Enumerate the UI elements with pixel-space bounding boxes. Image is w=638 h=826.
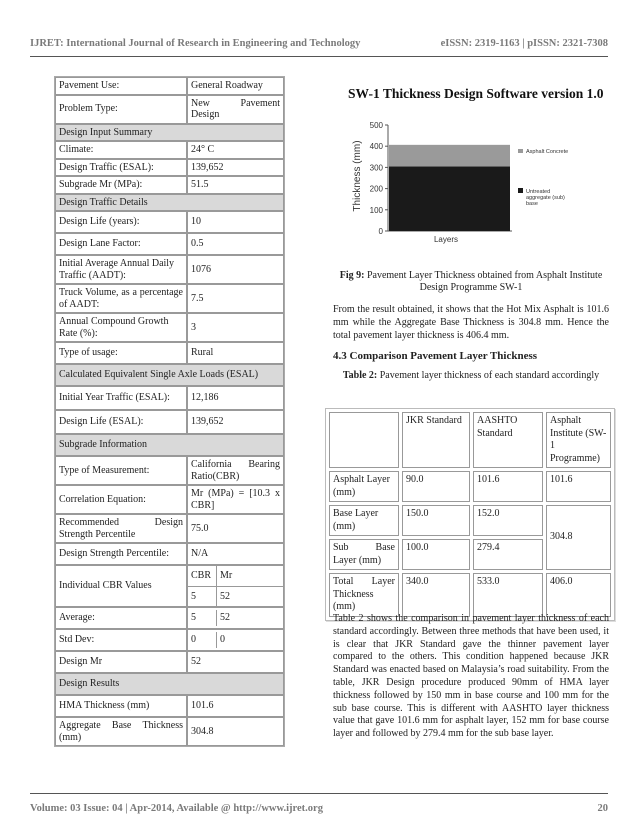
table-row: Initial Average Annual Daily Traffic (AADT): 1076 xyxy=(55,255,284,284)
thickness-bar-chart xyxy=(346,118,608,246)
legend-swatch-base xyxy=(518,188,523,193)
page-footer xyxy=(30,803,608,814)
cbr-values-subtable: CBR Mr 5 52 xyxy=(188,566,283,606)
table-row: Initial Year Traffic (ESAL): 12,186 xyxy=(55,386,284,410)
section-header-row: Design Input Summary xyxy=(55,124,284,142)
journal-name: IJRET: International Journal of Research in Engineering and Technology xyxy=(30,38,361,49)
table-row: Type of Measurement: California Bearing Ratio(CBR) xyxy=(55,456,284,485)
table-row: Design Life (ESAL): 139,652 xyxy=(55,410,284,434)
table-row: Aggregate Base Thickness (mm) 304.8 xyxy=(55,717,284,746)
table-row: Correlation Equation: Mr (MPa) = [10.3 x CBR] xyxy=(55,485,284,514)
y-axis-label: Thickness (mm) xyxy=(352,140,363,212)
table-row: Type of usage: Rural xyxy=(55,342,284,364)
y-tick-label: 500 xyxy=(369,121,383,130)
result-paragraph: From the result obtained, it shows that the Hot Mix Asphalt is 101.6 mm while the Aggregate Base Thickness is 304.8 mm. Hence the total pavement layer thickness is 406.4 mm. xyxy=(333,304,609,341)
legend-label-base-1: Untreated xyxy=(526,189,551,195)
y-tick-label: 100 xyxy=(369,205,383,215)
discussion-paragraph: Table 2 shows the comparison in pavement layer thickness of each standard accordingly. Between three methods that have been used, it is clear that JKR Standard gave the thinner pavement layer compared to the others. This condition happened because JKR Standard was enacted based on Malaysia’s road suitability. From the table, JKR Design procedure produced 90mm of HMA layer thickness followed by 150 mm in base course and 100 mm for the sub base course. This is different with AASHTO layer thickness value that gave 101.6 mm for asphalt layer, 152 mm for base course layer and followed by 279.4 mm for the sub base layer. xyxy=(333,613,609,740)
table-row: Design Mr 52 xyxy=(55,651,284,673)
y-tick-label: 300 xyxy=(369,163,383,173)
table-row: Total Layer Thickness (mm) 340.0 533.0 406.0 xyxy=(329,573,611,617)
table-row: Sub Base Layer (mm) 100.0 279.4 xyxy=(329,539,611,570)
section-header-row: Design Traffic Details xyxy=(55,194,284,212)
bar-base-layer xyxy=(389,166,510,231)
y-tick-label: 200 xyxy=(369,184,383,194)
table-row: Design Traffic (ESAL): 139,652 xyxy=(55,159,284,177)
page-number: 20 xyxy=(597,803,608,814)
x-axis-label: Layers xyxy=(433,235,459,244)
volume-info: Volume: 03 Issue: 04 | Apr-2014, Available @ http://www.ijret.org xyxy=(30,803,323,814)
table-row: Design Life (years): 10 xyxy=(55,211,284,233)
legend-label-asphalt: Asphalt Concrete xyxy=(526,149,569,155)
table-row: Pavement Use: General Roadway xyxy=(55,77,284,95)
table-row: Individual CBR Values CBR Mr 5 52 xyxy=(55,565,284,607)
legend-label-base-2: aggregate (sub) xyxy=(526,195,565,201)
table-row: Std Dev: 0 0 xyxy=(55,629,284,651)
header-rule xyxy=(30,56,608,57)
table-row: Recommended Design Strength Percentile 75.0 xyxy=(55,514,284,543)
y-tick-label: 400 xyxy=(369,142,383,152)
table-row: Design Strength Percentile: N/A xyxy=(55,543,284,565)
table-row: HMA Thickness (mm) 101.6 xyxy=(55,695,284,717)
table-caption: Table 2: Pavement layer thickness of each standard accordingly xyxy=(342,370,600,381)
section-heading: 4.3 Comparison Pavement Layer Thickness xyxy=(333,350,538,362)
design-summary-table xyxy=(54,76,285,747)
figure-caption: Fig 9: Pavement Layer Thickness obtained from Asphalt Institute Design Programme SW-1 xyxy=(339,270,603,293)
table-row: Problem Type: New Pavement Design xyxy=(55,95,284,124)
software-title: SW-1 Thickness Design Software version 1.0 xyxy=(348,86,604,101)
comparison-table xyxy=(325,408,615,621)
table-header-row: JKR Standard AASHTO Standard Asphalt Institute (SW-1 Programme) xyxy=(329,412,611,468)
table-row: Asphalt Layer (mm) 90.0 101.6 101.6 xyxy=(329,471,611,502)
section-header-row: Subgrade Information xyxy=(55,434,284,456)
table-row: Truck Volume, as a percentage of AADT: 7.5 xyxy=(55,284,284,313)
legend-label-base-3: base xyxy=(526,201,538,207)
table-row: Design Lane Factor: 0.5 xyxy=(55,233,284,255)
table-row: Average: 5 52 xyxy=(55,607,284,629)
y-tick-label: 0 xyxy=(378,227,383,236)
table-row: Climate: 24° C xyxy=(55,141,284,159)
table-row: Base Layer (mm) 150.0 152.0 304.8 xyxy=(329,505,611,536)
section-header-row: Calculated Equivalent Single Axle Loads (ESAL) xyxy=(55,364,284,386)
table-row: Subgrade Mr (MPa): 51.5 xyxy=(55,176,284,194)
section-header-row: Design Results xyxy=(55,673,284,695)
issn: eISSN: 2319-1163 | pISSN: 2321-7308 xyxy=(440,38,608,49)
page-header xyxy=(30,38,608,49)
bar-asphalt-layer xyxy=(389,145,510,167)
footer-rule xyxy=(30,793,608,794)
table-row: Annual Compound Growth Rate (%): 3 xyxy=(55,313,284,342)
legend-swatch-asphalt xyxy=(518,149,523,153)
